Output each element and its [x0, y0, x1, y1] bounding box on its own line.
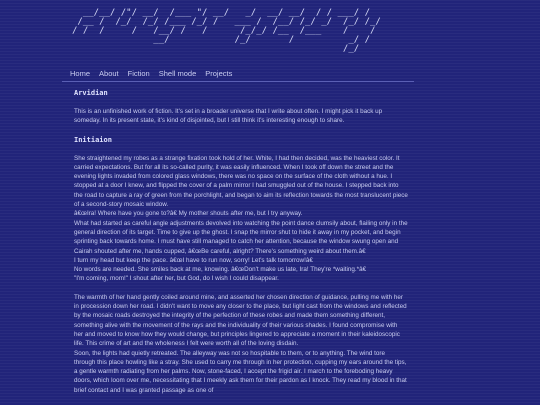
nav-fiction-link[interactable]: Fiction: [127, 69, 150, 78]
story-paragraph: She straightened my robes as a strange fixation took hold of her. White, I had then decided, was the heaviest color. It carried expectations. But for all its so-called purity, it was easily influenced. When I took off down the street and the evening lights invaded from colored glass windows, there was no space on the surface of the cloth without a hue. I stopped at a door I knew, and flipped the cover of a palm mirror I had smuggled out of the house. I stepped back into the road to capture a ray of green from the porchlight, and began to aim its reflection towards the most translucent piece of a second-story mosaic window.: [74, 154, 408, 209]
ascii-art-site-title: __/__/ /"/ __/ /___ "/ __/ _/ __/ __/ / / ___/ / /__ / /_/ /_/ /___ /_/ / ___ / /__/ /_/ _/ /_/ /_/ / / / / /__/ / / /_/_/ /__ /___ / / __/ /_/ / _/ / /_/: [72, 8, 381, 54]
story-paragraph: The warmth of her hand gently coiled around mine, and asserted her chosen direction of guidance, pulling me with her in procession down her road. I didn't want to move any closer to the place, but light cast from the windows and reflected by the mosaic roads destroyed the integrity of the perfection of these robes and made them something different, something alive with the movement of the rays and the individuality of their various shades. I found compromise with her and moved to know how they would change, but principles lingered to appreciate a moment in their kaleidoscopic life. This crime of art and the wholeness I felt were worth all of the loving disdain.: [74, 293, 407, 348]
main-nav: [70, 69, 414, 78]
section-heading-initiaion: Initiaion: [74, 135, 112, 144]
story-content: [74, 88, 408, 395]
story-line: â€œIra! Where have you gone to?â€ My mother shouts after me, but I try anyway.: [74, 210, 303, 218]
story-line: I turn my head but keep the pace. â€œI have to run now, sorry! Let's talk tomorrow!â€: [74, 256, 313, 264]
section-heading-arvidian: Arvidian: [74, 89, 108, 97]
nav-projects-link[interactable]: Projects: [205, 69, 233, 78]
story-paragraph: Soon, the lights had quietly retreated. The alleyway was not so hospitable to them, or to anything. The wind tore through this place howling like a stray. She used to carry me through in her protection, cupping my ears around the tips, a gentle warmth radiating from her palms. Now, stone-faced, I accept the frigid air. I march to the foreboding heavy doors, which loom over me, necessitating that I meekly ask them for their pardon as I knock. They read my blood in that brief contact and I was granted passage as one of: [74, 349, 407, 394]
intro-paragraph: This is an unfinished work of fiction. It's set in a broader universe that I write about often. I might pick it back up someday. In its present state, it's kind of disjointed, but I still think it's interesting enough to share.: [74, 108, 383, 125]
nav-home-link[interactable]: Home: [70, 69, 91, 78]
nav-shell-mode-link[interactable]: Shell mode: [158, 69, 197, 78]
story-block-1: [74, 154, 408, 284]
story-paragraph: What had started as careful angle adjustments devolved into watching the point dance clumsily about, flailing only in the general direction of its target. Time to give up the ghost. I snap the mirror shut to hide it away in my pocket, and begin sprinting back towards home. I must have still managed to catch her attention, because the window swung open and Cairah shouted after me, hands cupped, â€œBe careful, alright? There's something weird about them.â€: [74, 219, 408, 255]
story-block-2: [74, 293, 408, 395]
story-line: "I'm coming, mom!" I shout after her, but God, do I wish I could disappear.: [74, 275, 279, 283]
nav-divider: [62, 81, 414, 82]
story-line: No words are needed. She smiles back at me, knowing. â€œDon't make us late, Ira! They're *waiting.*â€: [74, 266, 367, 274]
nav-about-link[interactable]: About: [99, 69, 119, 78]
